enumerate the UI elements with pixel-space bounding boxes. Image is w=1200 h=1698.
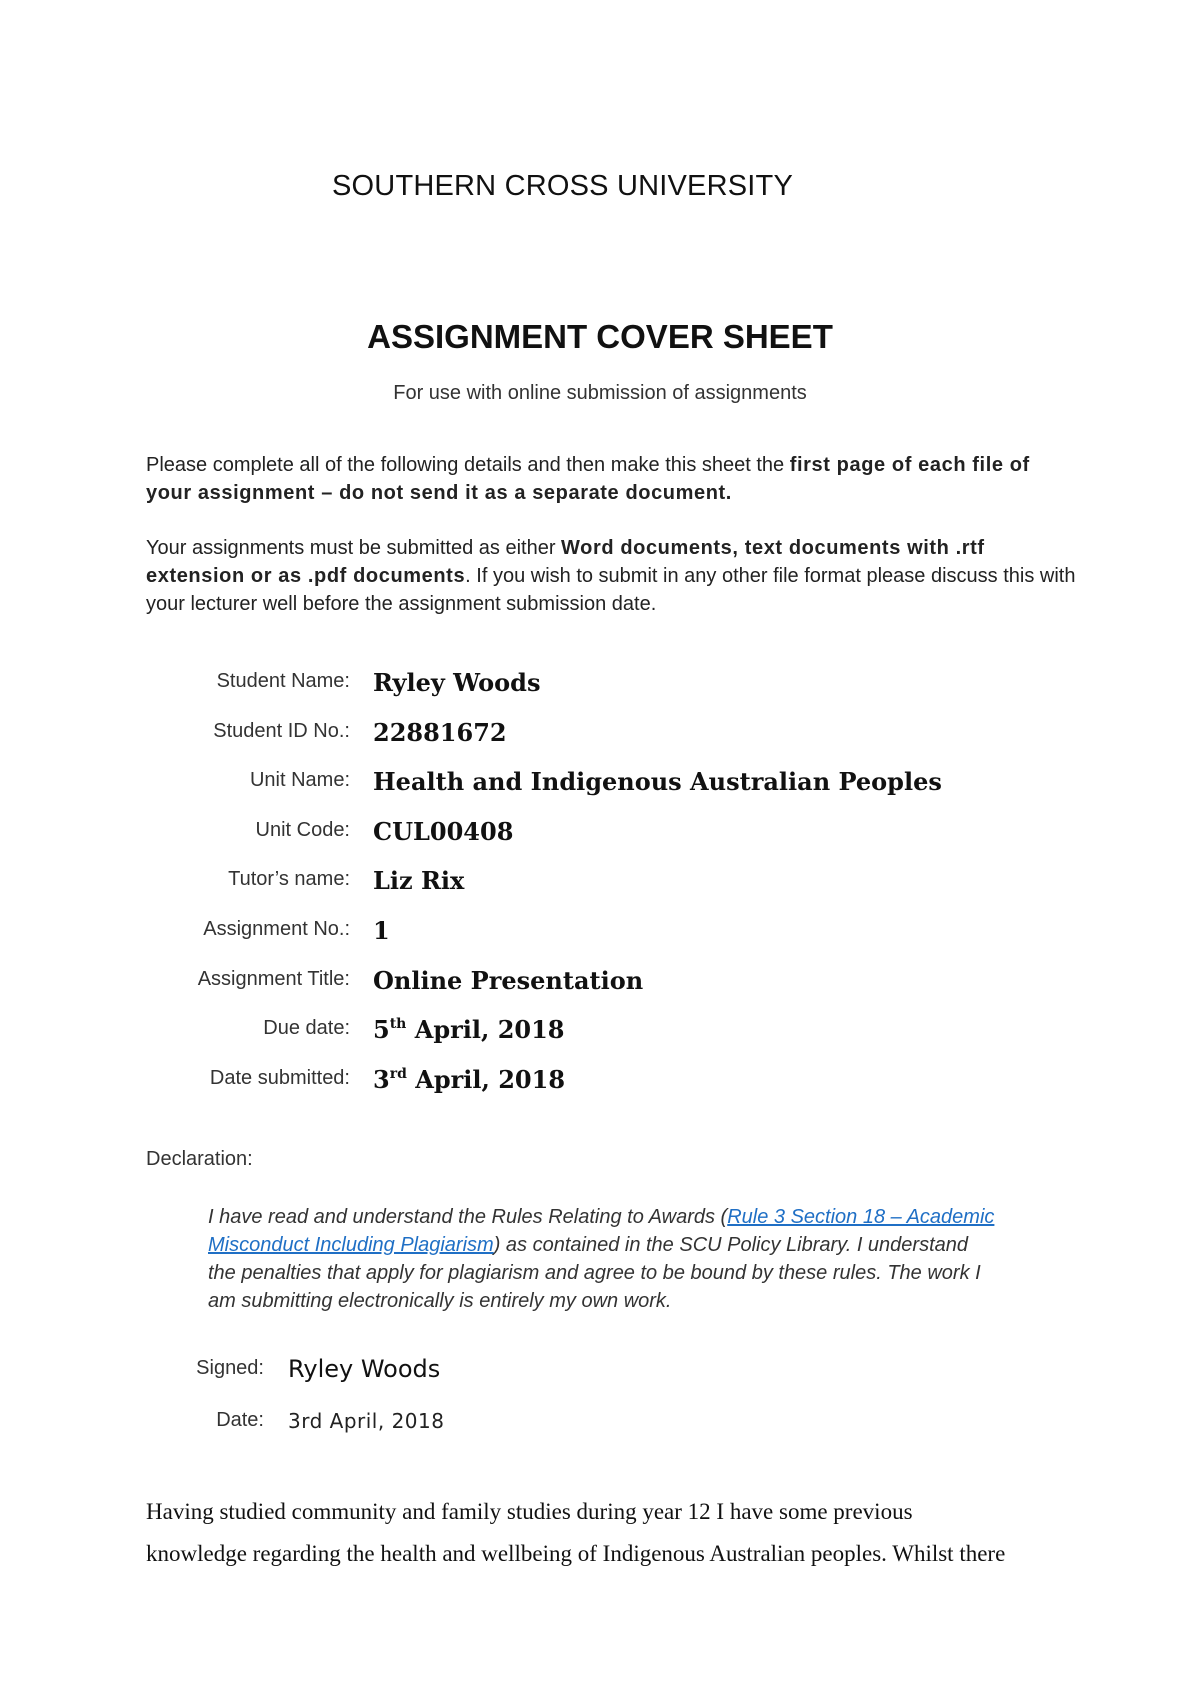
date-submitted-label: Date submitted: bbox=[209, 1066, 350, 1089]
declaration-text-end: ) as contained in the SCU Policy Library. I understand the penalties that apply for plagiarism and agree to be bound by these rules. The work I am submitting electronically is entirely my own work. bbox=[208, 1234, 981, 1312]
page-title: ASSIGNMENT COVER SHEET bbox=[367, 318, 833, 355]
detail-row-student-id bbox=[0, 718, 1200, 768]
due-date-label: Due date: bbox=[263, 1017, 350, 1040]
body-line-1: Having studied community and family studies during year 12 I have some previous bbox=[146, 1499, 913, 1524]
instructions-paragraph-2 bbox=[146, 534, 1076, 618]
declaration-text bbox=[208, 1203, 998, 1315]
unit-code-label: Unit Code: bbox=[255, 818, 350, 841]
detail-row-assignment-title bbox=[0, 966, 1200, 1016]
instructions-p1-text: Please complete all of the following details and then make this sheet the bbox=[146, 454, 790, 476]
student-name-value: Ryley Woods bbox=[373, 668, 541, 697]
signed-value: Ryley Woods bbox=[288, 1355, 441, 1383]
due-date-day: 5 bbox=[373, 1015, 390, 1045]
detail-row-due-date bbox=[0, 1015, 1200, 1065]
student-id-label: Student ID No.: bbox=[213, 719, 350, 742]
student-name-label: Student Name: bbox=[216, 670, 350, 692]
unit-name-label: Unit Name: bbox=[249, 769, 350, 792]
detail-row-unit-name bbox=[0, 767, 1200, 817]
detail-row-student-name bbox=[0, 668, 1200, 718]
assignment-title-label: Assignment Title: bbox=[197, 967, 350, 990]
assignment-no-value: 1 bbox=[373, 915, 390, 945]
body-line-2: knowledge regarding the health and wellbeing of Indigenous Australian peoples. Whilst there bbox=[146, 1541, 1006, 1566]
date-submitted-value bbox=[373, 1065, 565, 1094]
assignment-no-label: Assignment No.: bbox=[203, 917, 350, 940]
declaration-label: Declaration: bbox=[146, 1148, 253, 1170]
due-date-suffix: th bbox=[389, 1016, 407, 1033]
date-submitted-day: 3 bbox=[373, 1064, 390, 1094]
unit-name-value: Health and Indigenous Australian Peoples bbox=[373, 767, 942, 797]
university-name: SOUTHERN CROSS UNIVERSITY bbox=[332, 170, 793, 202]
page-subtitle: For use with online submission of assignments bbox=[393, 382, 807, 404]
date-submitted-rest: April, 2018 bbox=[406, 1064, 566, 1094]
body-paragraph bbox=[146, 1491, 1076, 1575]
declaration-text-start: I have read and understand the Rules Relating to Awards ( bbox=[208, 1206, 728, 1228]
due-date-rest: April, 2018 bbox=[406, 1015, 565, 1045]
date-value: 3rd April, 2018 bbox=[288, 1409, 445, 1433]
instructions-p1-bold: first page of each file of your assignment – do not send it as a separate document. bbox=[146, 454, 1030, 504]
detail-row-unit-code bbox=[0, 817, 1200, 867]
instructions-p2-bold: Word documents, text documents with .rtf extension or as .pdf documents bbox=[146, 537, 985, 587]
assignment-title-value: Online Presentation bbox=[373, 965, 644, 995]
signed-label: Signed: bbox=[196, 1357, 264, 1379]
student-id-value: 22881672 bbox=[373, 717, 507, 747]
detail-row-tutor-name bbox=[0, 866, 1200, 916]
unit-code-value: CUL00408 bbox=[373, 816, 514, 846]
details-list bbox=[0, 668, 1200, 1114]
instructions-p2-rest: . If you wish to submit in any other file format please discuss this with your lecturer well before the assignment submission date. bbox=[146, 565, 1076, 615]
detail-row-assignment-no bbox=[0, 916, 1200, 966]
policy-link[interactable]: Rule 3 Section 18 – Academic Misconduct Including Plagiarism bbox=[208, 1206, 995, 1256]
tutor-name-value: Liz Rix bbox=[373, 866, 465, 896]
date-submitted-suffix: rd bbox=[389, 1065, 407, 1082]
instructions-paragraph-1 bbox=[146, 451, 1076, 507]
date-label: Date: bbox=[216, 1409, 264, 1431]
instructions-p2-text: Your assignments must be submitted as either bbox=[146, 537, 562, 559]
due-date-value bbox=[373, 1015, 565, 1044]
tutor-name-label: Tutor’s name: bbox=[228, 868, 350, 891]
detail-row-date-submitted bbox=[0, 1065, 1200, 1115]
